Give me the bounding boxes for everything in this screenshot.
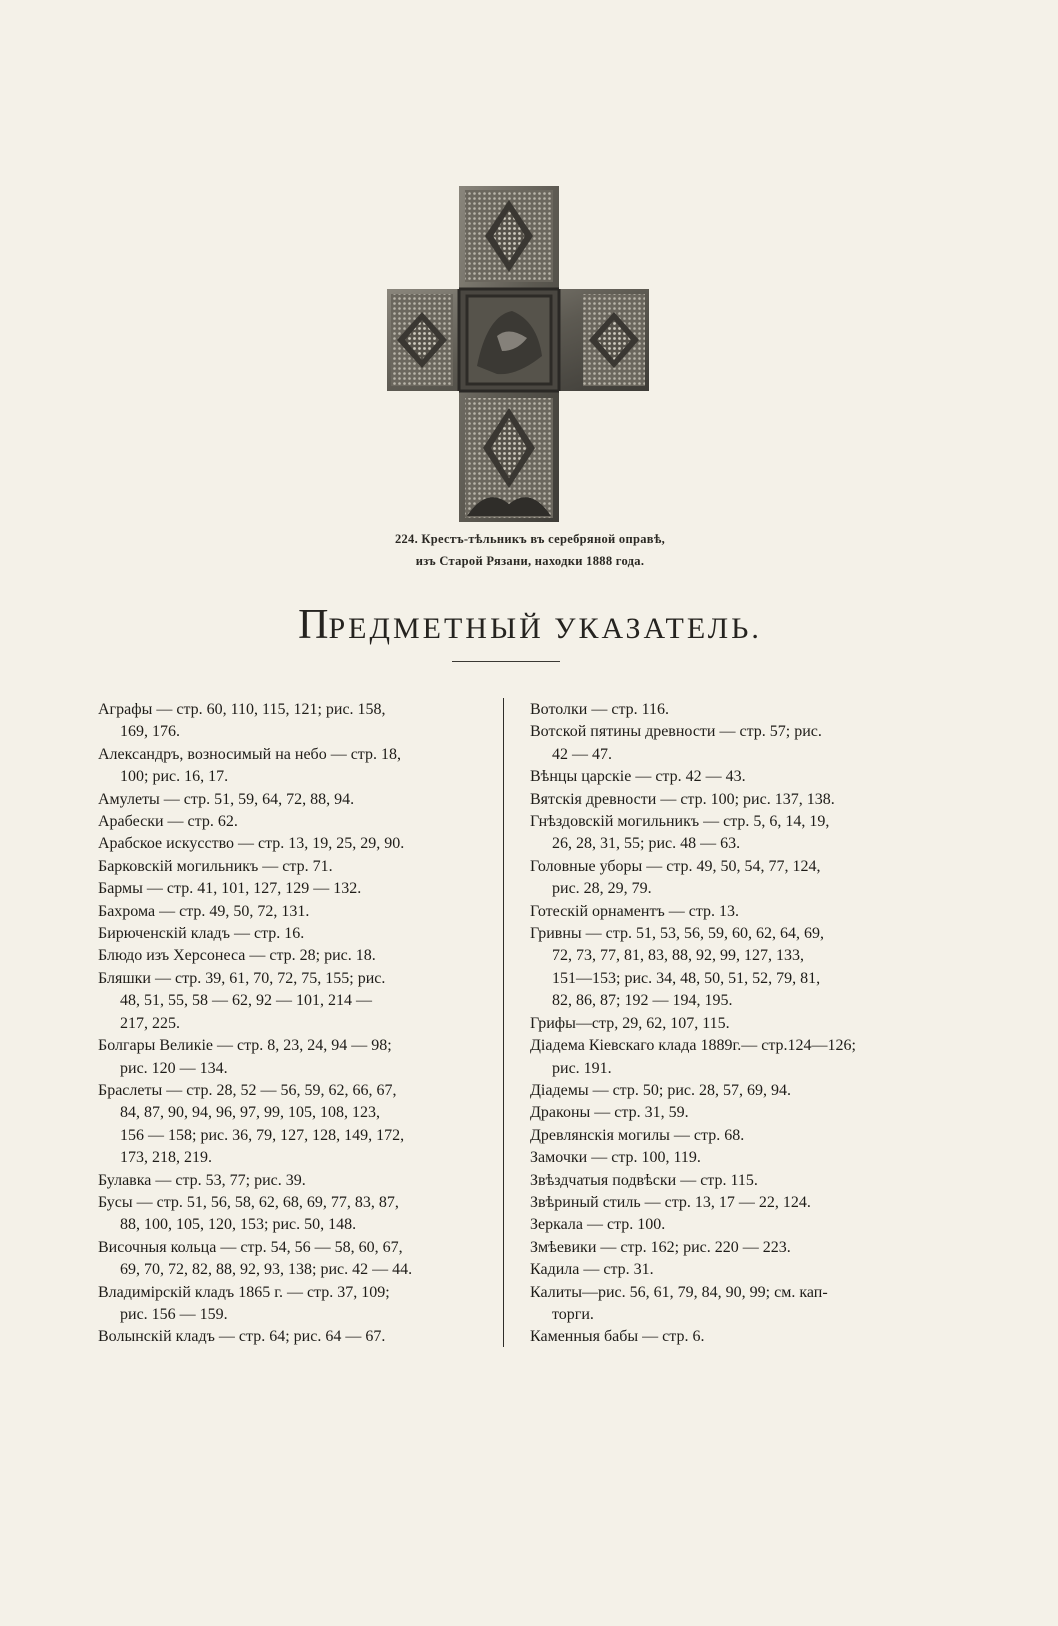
index-entry-continuation: 48, 51, 55, 58 — 62, 92 — 101, 214 —	[120, 992, 372, 1010]
index-entry: Драконы — стр. 31, 59.	[530, 1104, 689, 1122]
index-entry: Древлянскія могилы — стр. 68.	[530, 1126, 745, 1144]
index-entry: Арабское искусство — стр. 13, 19, 25, 29, 90.	[98, 835, 405, 853]
index-entry: Діадема Кіевскаго клада 1889г.— стр.124—126;	[530, 1037, 856, 1055]
index-entry-continuation: 151—153; рис. 34, 48, 50, 51, 52, 79, 81,	[552, 969, 821, 987]
index-column-right	[530, 699, 912, 1349]
index-entry: Грифы—стр, 29, 62, 107, 115.	[530, 1014, 730, 1032]
index-entry: Александръ, возносимый на небо — стр. 18,	[98, 745, 401, 763]
index-entry: Калиты—рис. 56, 61, 79, 84, 90, 99; см. кап-	[530, 1283, 828, 1301]
index-entry: Браслеты — стр. 28, 52 — 56, 59, 62, 66, 67,	[98, 1081, 397, 1099]
index-entry: Аграфы — стр. 60, 110, 115, 121; рис. 158,	[98, 701, 386, 718]
index-entry-continuation: рис. 28, 29, 79.	[552, 880, 652, 898]
index-entry: Готескій орнаментъ — стр. 13.	[530, 902, 740, 920]
index-column-left	[98, 699, 478, 1349]
section-title	[200, 601, 860, 649]
title-rest: РЕДМЕТНЫЙ УКАЗАТЕЛЬ.	[328, 612, 762, 645]
index-entry-continuation: 42 — 47.	[552, 745, 612, 763]
index-entry: Блюдо изъ Херсонеса — стр. 28; рис. 18.	[98, 947, 376, 965]
index-entry: Змѣевики — стр. 162; рис. 220 — 223.	[530, 1238, 791, 1256]
index-entry: Бирюченскій кладъ — стр. 16.	[98, 925, 305, 943]
index-entry: Волынскій кладъ — стр. 64; рис. 64 — 67.	[98, 1328, 386, 1346]
index-entry: Замочки — стр. 100, 119.	[530, 1149, 701, 1167]
index-entry: Амулеты — стр. 51, 59, 64, 72, 88, 94.	[98, 790, 355, 808]
index-entry: Зеркала — стр. 100.	[530, 1216, 666, 1234]
index-entry-continuation: торги.	[552, 1305, 594, 1323]
index-entry: Звѣздчатыя подвѣски — стр. 115.	[530, 1171, 758, 1189]
index-entry-continuation: 100; рис. 16, 17.	[120, 768, 229, 786]
index-entry-continuation: 156 — 158; рис. 36, 79, 127, 128, 149, 172,	[120, 1126, 405, 1144]
index-entry-continuation: 169, 176.	[120, 723, 180, 741]
index-entry: Гривны — стр. 51, 53, 56, 59, 60, 62, 64, 69,	[530, 925, 824, 943]
caption-line: 224. Крестъ-тѣльникъ въ серебряной оправѣ,	[394, 532, 666, 546]
title-initial: П	[298, 602, 329, 648]
index-entry-continuation: 173, 218, 219.	[120, 1149, 212, 1167]
index-entry: Вотолки — стр. 116.	[530, 701, 670, 718]
index-entry: Барковскій могильникъ — стр. 71.	[98, 857, 333, 875]
caption-line: изъ Старой Рязани, находки 1888 года.	[415, 554, 645, 568]
index-entry: Звѣриный стиль — стр. 13, 17 — 22, 124.	[530, 1193, 811, 1211]
index-entry: Арабески — стр. 62.	[98, 813, 238, 831]
index-entry: Бляшки — стр. 39, 61, 70, 72, 75, 155; рис.	[98, 969, 386, 987]
index-entry-continuation: рис. 191.	[552, 1059, 612, 1077]
index-entry-continuation: 26, 28, 31, 55; рис. 48 — 63.	[552, 835, 741, 853]
index-entry-continuation: 84, 87, 90, 94, 96, 97, 99, 105, 108, 123,	[120, 1104, 380, 1122]
index-entry-continuation: рис. 120 — 134.	[120, 1059, 228, 1077]
cross-illustration	[387, 186, 649, 522]
index-entry: Бармы — стр. 41, 101, 127, 129 — 132.	[98, 880, 362, 898]
index-entry: Височныя кольца — стр. 54, 56 — 58, 60, 67,	[98, 1238, 403, 1256]
index-entry: Владимірскій кладъ 1865 г. — стр. 37, 109;	[98, 1283, 390, 1301]
index-entry: Головные уборы — стр. 49, 50, 54, 77, 124,	[530, 857, 821, 875]
index-entry: Вѣнцы царскіе — стр. 42 — 43.	[530, 768, 746, 786]
index-entry-continuation: 72, 73, 77, 81, 83, 88, 92, 99, 127, 133,	[552, 947, 804, 965]
column-divider	[503, 698, 504, 1347]
index-entry: Булавка — стр. 53, 77; рис. 39.	[98, 1171, 306, 1189]
title-underline	[452, 661, 560, 662]
index-entry-continuation: 82, 86, 87; 192 — 194, 195.	[552, 992, 733, 1010]
index-entry: Болгары Великіе — стр. 8, 23, 24, 94 — 98;	[98, 1037, 392, 1055]
figure-caption	[300, 528, 760, 572]
index-entry: Каменныя бабы — стр. 6.	[530, 1328, 705, 1346]
index-entry: Діадемы — стр. 50; рис. 28, 57, 69, 94.	[530, 1081, 791, 1099]
index-entry: Бахрома — стр. 49, 50, 72, 131.	[98, 902, 310, 920]
cross-image	[387, 186, 649, 522]
index-entry: Кадила — стр. 31.	[530, 1261, 654, 1279]
index-entry: Вотской пятины древности — стр. 57; рис.	[530, 723, 822, 741]
index-entry: Вятскія древности — стр. 100; рис. 137, 138.	[530, 790, 835, 808]
index-entry-continuation: 217, 225.	[120, 1014, 180, 1032]
index-entry: Гнѣздовскій могильникъ — стр. 5, 6, 14, 19,	[530, 813, 830, 831]
index-entry-continuation: 69, 70, 72, 82, 88, 92, 93, 138; рис. 42 — 44.	[120, 1261, 413, 1279]
index-entry-continuation: 88, 100, 105, 120, 153; рис. 50, 148.	[120, 1216, 357, 1234]
index-entry: Бусы — стр. 51, 56, 58, 62, 68, 69, 77, 83, 87,	[98, 1193, 399, 1211]
index-entry-continuation: рис. 156 — 159.	[120, 1305, 228, 1323]
